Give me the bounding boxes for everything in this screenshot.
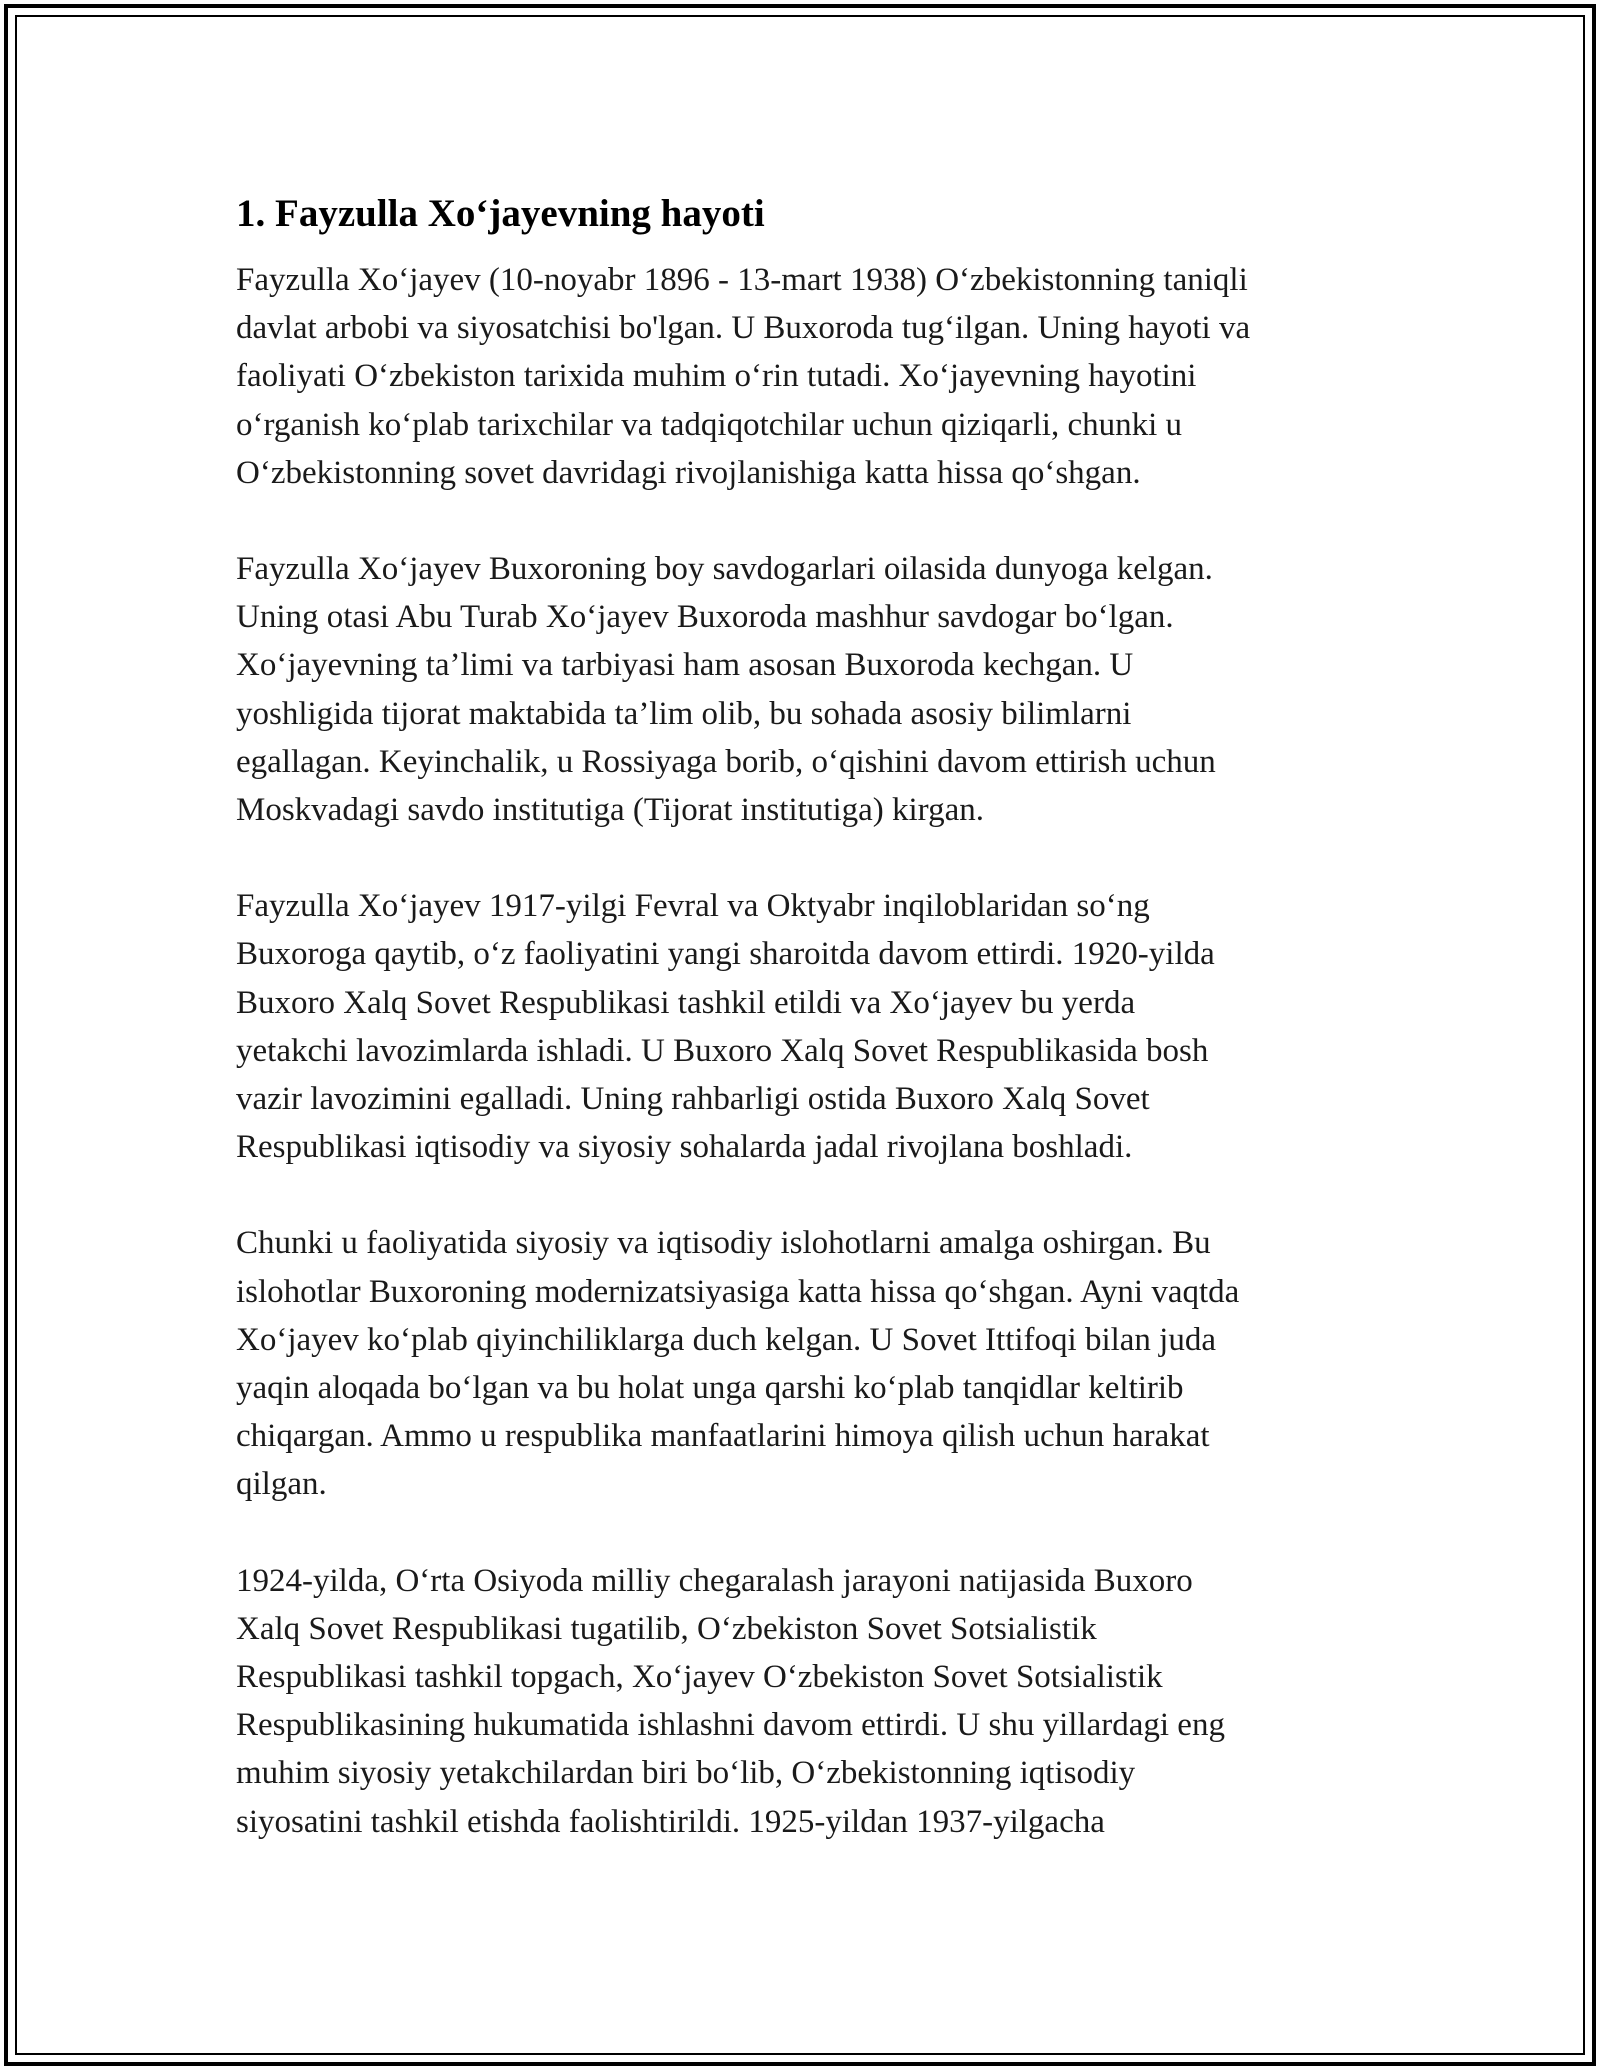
text-line: chiqargan. Ammo u respublika manfaatlarini himoya qilish uchun harakat (236, 1418, 1210, 1455)
text-line: 1924-yilda, O‘rta Osiyoda milliy chegaralash jarayoni natijasida Buxoro (236, 1562, 1193, 1599)
document-body (236, 188, 1396, 1894)
text-line: qilgan. (236, 1466, 327, 1503)
text-line: Respublikasi tashkil topgach, Xo‘jayev O‘zbekiston Sovet Sotsialistik (236, 1659, 1163, 1696)
text-line: Xalq Sovet Respublikasi tugatilib, O‘zbekiston Sovet Sotsialistik (236, 1610, 1097, 1647)
section-heading: 1. Fayzulla Xo‘jayevning hayoti (236, 192, 765, 235)
text-line: Fayzulla Xo‘jayev (10-noyabr 1896 - 13-mart 1938) O‘zbekistonning taniqli (236, 262, 1248, 298)
paragraph-3 (236, 882, 1396, 1171)
paragraph-5 (236, 1557, 1396, 1846)
text-line: Chunki u faoliyatida siyosiy va iqtisodiy islohotlarni amalga oshirgan. Bu (236, 1225, 1211, 1262)
text-line: davlat arbobi va siyosatchisi bo'lgan. U Buxoroda tug‘ilgan. Uning hayoti va (236, 310, 1251, 347)
text-line: faoliyati O‘zbekiston tarixida muhim o‘rin tutadi. Xo‘jayevning hayotini (236, 358, 1197, 395)
text-line: islohotlar Buxoroning modernizatsiyasiga katta hissa qo‘shgan. Ayni vaqtda (236, 1273, 1240, 1310)
text-line: Uning otasi Abu Turab Xo‘jayev Buxoroda mashhur savdogar bo‘lgan. (236, 599, 1174, 636)
text-line: Xo‘jayev ko‘plab qiyinchiliklarga duch kelgan. U Sovet Ittifoqi bilan juda (236, 1321, 1216, 1358)
text-line: O‘zbekistonning sovet davridagi rivojlanishiga katta hissa qo‘shgan. (236, 454, 1141, 491)
paragraph-4 (236, 1219, 1396, 1508)
text-line: Respublikasining hukumatida ishlashni davom ettirdi. U shu yillardagi eng (236, 1707, 1225, 1744)
text-line: Buxoro Xalq Sovet Respublikasi tashkil etildi va Xo‘jayev bu yerda (236, 984, 1136, 1021)
text-line: siyosatini tashkil etishda faolishtirildi. 1925-yildan 1937-yilgacha (236, 1803, 1105, 1840)
text-line: egallagan. Keyinchalik, u Rossiyaga borib, o‘qishini davom ettirish uchun (236, 743, 1216, 780)
paragraph-2 (236, 545, 1396, 834)
text-line: Fayzulla Xo‘jayev 1917-yilgi Fevral va Oktyabr inqiloblaridan so‘ng (236, 888, 1150, 925)
text-line: yoshligida tijorat maktabida ta’lim olib, bu sohada asosiy bilimlarni (236, 695, 1132, 732)
text-line: o‘rganish ko‘plab tarixchilar va tadqiqotchilar uchun qiziqarli, chunki u (236, 406, 1183, 443)
paragraph-1 (236, 256, 1396, 497)
text-line: Xo‘jayevning ta’limi va tarbiyasi ham asosan Buxoroda kechgan. U (236, 647, 1134, 684)
text-line: Buxoroga qaytib, o‘z faoliyatini yangi sharoitda davom ettirdi. 1920-yilda (236, 936, 1215, 973)
text-line: yetakchi lavozimlarda ishladi. U Buxoro Xalq Sovet Respublikasida bosh (236, 1032, 1209, 1069)
text-line: Respublikasi iqtisodiy va siyosiy sohalarda jadal rivojlana boshladi. (236, 1129, 1133, 1166)
text-line: muhim siyosiy yetakchilardan biri bo‘lib, O‘zbekistonning iqtisodiy (236, 1755, 1136, 1792)
text-line: Moskvadagi savdo institutiga (Tijorat institutiga) kirgan. (236, 792, 984, 829)
text-line: vazir lavozimini egalladi. Uning rahbarligi ostida Buxoro Xalq Sovet (236, 1081, 1150, 1118)
text-line: Fayzulla Xo‘jayev Buxoroning boy savdogarlari oilasida dunyoga kelgan. (236, 551, 1213, 588)
text-line: yaqin aloqada bo‘lgan va bu holat unga qarshi ko‘plab tanqidlar keltirib (236, 1370, 1184, 1407)
